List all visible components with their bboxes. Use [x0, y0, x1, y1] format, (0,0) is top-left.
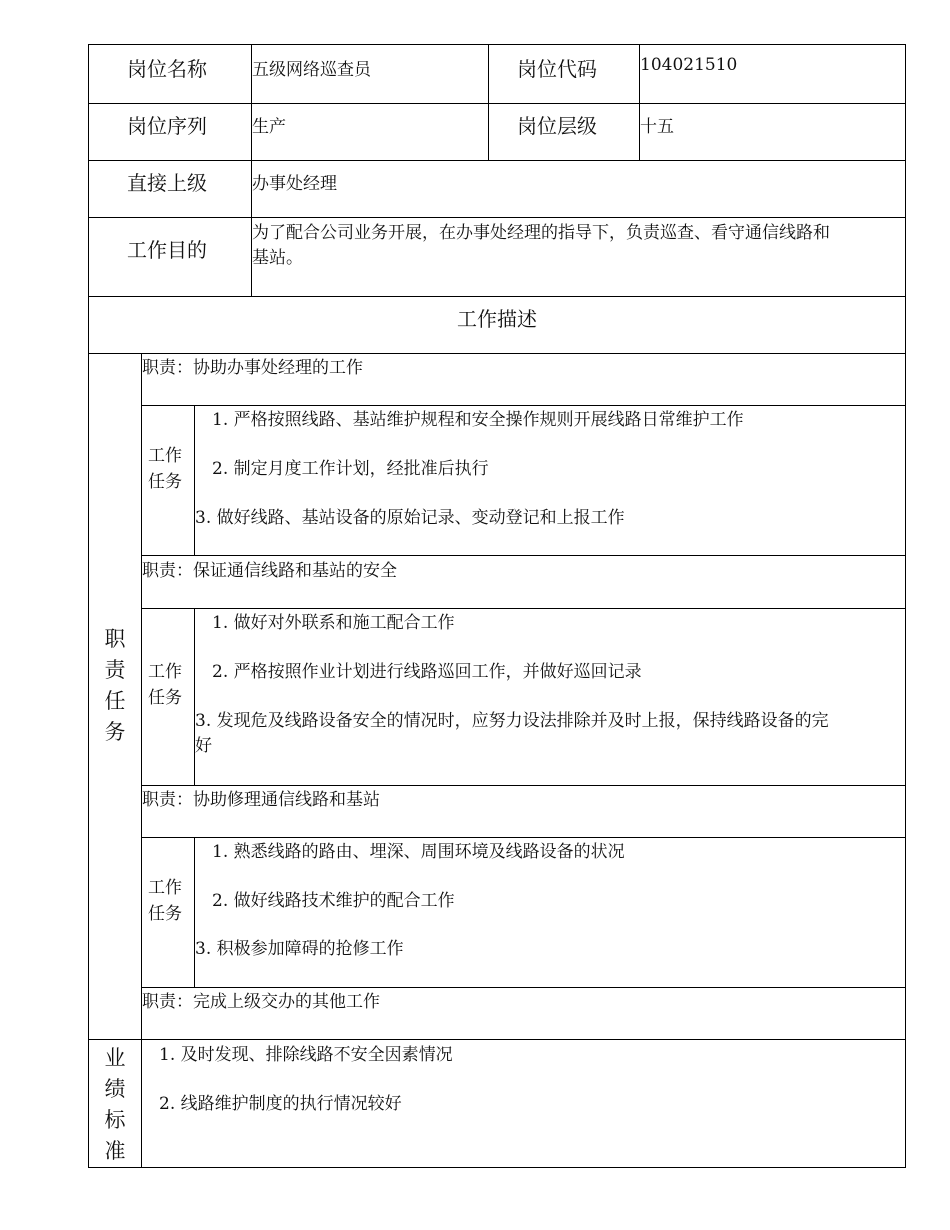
row-divider: [141, 555, 906, 556]
task-label: 工作 任务: [148, 878, 182, 924]
duty-title: 职责：协助修理通信线路和基站: [142, 790, 380, 810]
position-code-value: 104021510: [640, 55, 738, 75]
task-label: 工作 任务: [148, 662, 182, 708]
position-name-label: 岗位名称: [127, 57, 207, 81]
task-item: 2. 严格按照作业计划进行线路巡回工作，并做好巡回记录: [212, 662, 642, 682]
position-series-value: 生产: [252, 117, 286, 137]
col-divider: [141, 353, 142, 1168]
purpose-text-line1: 为了配合公司业务开展，在办事处经理的指导下，负责巡查、看守通信线路和: [252, 223, 830, 243]
row-divider: [141, 608, 906, 609]
row-divider: [141, 405, 906, 406]
duty-title: 职责：完成上级交办的其他工作: [142, 992, 380, 1012]
row-divider: [141, 987, 906, 988]
row-divider: [88, 217, 906, 218]
task-item: 2. 制定月度工作计划，经批准后执行: [212, 459, 489, 479]
col-divider: [488, 44, 489, 160]
position-series-label: 岗位序列: [127, 114, 207, 138]
row-divider: [88, 103, 906, 104]
section-title: 工作描述: [457, 307, 537, 331]
task-item: 1. 做好对外联系和施工配合工作: [212, 613, 455, 633]
col-divider: [194, 837, 195, 987]
task-label: 工作 任务: [148, 446, 182, 492]
duties-label: 职 责 任 务: [104, 627, 126, 744]
duty-title: 职责：协助办事处经理的工作: [142, 358, 363, 378]
col-divider: [194, 405, 195, 555]
row-divider: [88, 1039, 906, 1040]
task-item: 1. 严格按照线路、基站维护规程和安全操作规则开展线路日常维护工作: [212, 410, 744, 430]
task-item: 3. 发现危及线路设备安全的情况时，应努力设法排除并及时上报，保持线路设备的完: [195, 711, 829, 731]
row-divider: [88, 160, 906, 161]
row-divider: [141, 837, 906, 838]
performance-item: 2. 线路维护制度的执行情况较好: [159, 1094, 402, 1114]
task-item: 3. 积极参加障碍的抢修工作: [195, 939, 404, 959]
position-name-value: 五级网络巡查员: [252, 60, 371, 80]
supervisor-label: 直接上级: [127, 171, 207, 195]
task-item: 3. 做好线路、基站设备的原始记录、变动登记和上报工作: [195, 508, 625, 528]
position-code-label: 岗位代码: [517, 57, 597, 81]
position-level-value: 十五: [640, 117, 674, 137]
position-level-label: 岗位层级: [517, 114, 597, 138]
duty-title: 职责：保证通信线路和基站的安全: [142, 561, 397, 581]
supervisor-value: 办事处经理: [252, 174, 337, 194]
performance-label: 业 绩 标 准: [104, 1046, 126, 1163]
purpose-label: 工作目的: [127, 238, 207, 262]
row-divider: [88, 296, 906, 297]
row-divider: [141, 785, 906, 786]
row-divider: [88, 353, 906, 354]
task-item: 2. 做好线路技术维护的配合工作: [212, 891, 455, 911]
performance-item: 1. 及时发现、排除线路不安全因素情况: [159, 1045, 453, 1065]
task-item-continued: 好: [195, 736, 212, 756]
task-item: 1. 熟悉线路的路由、埋深、周围环境及线路设备的状况: [212, 842, 625, 862]
purpose-text-line2: 基站。: [252, 248, 303, 268]
